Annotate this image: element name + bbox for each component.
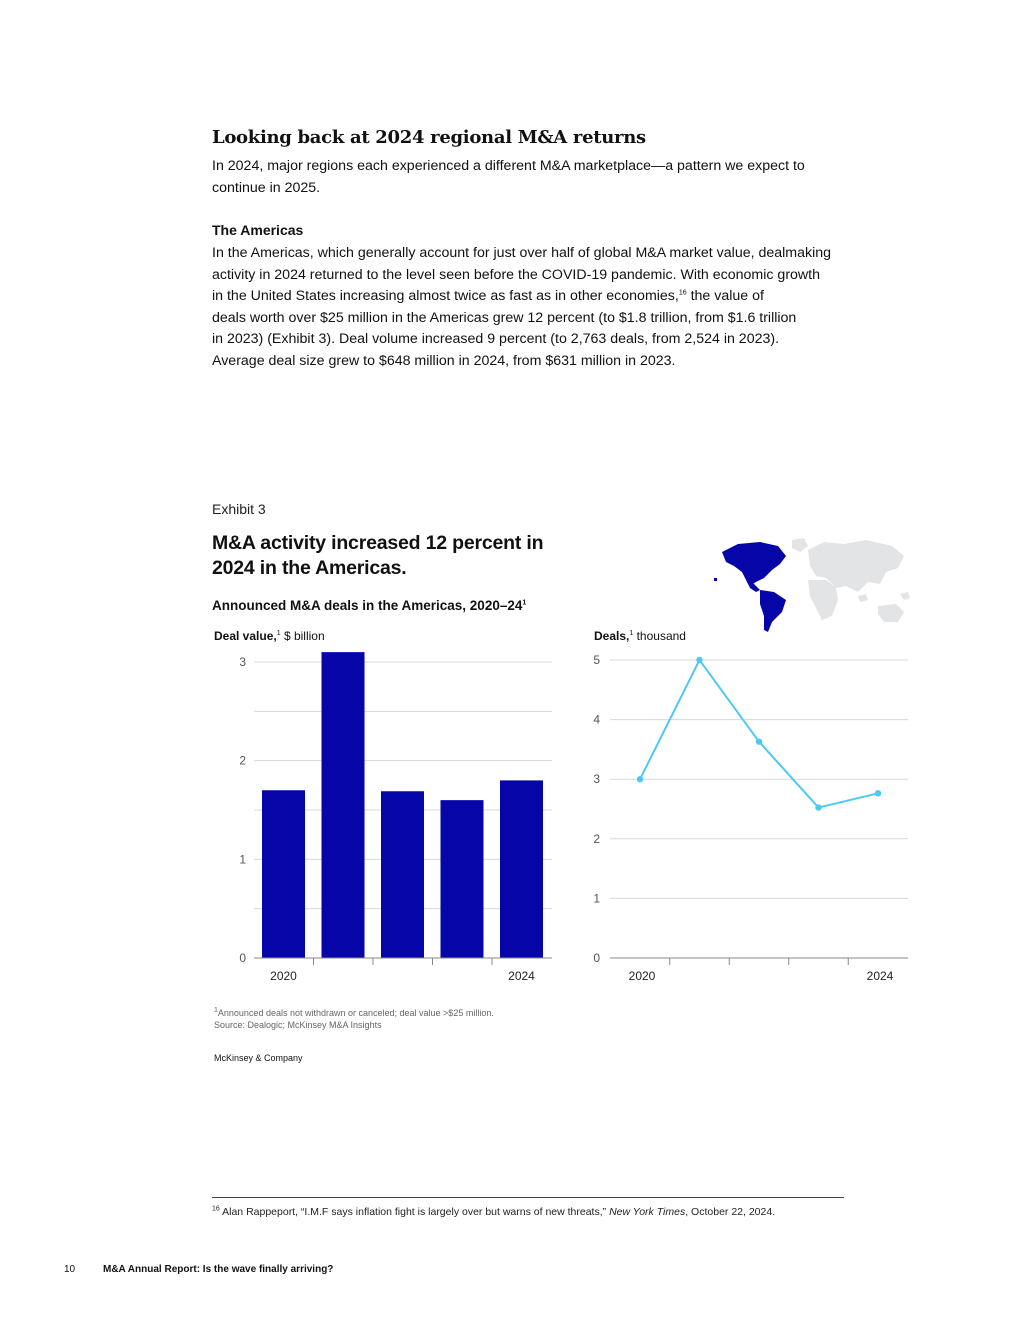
map-australia <box>878 604 904 622</box>
chart-footnote-line <box>214 1008 494 1020</box>
brand-name: McKinsey & Company <box>214 1053 303 1063</box>
data-point <box>875 790 881 796</box>
bar <box>262 790 305 958</box>
map-greenland <box>792 538 808 552</box>
body-line: activity in 2024 returned to the level seen before the COVID-19 pandemic. With economic growth <box>212 266 821 283</box>
chart-source: Source: Dealogic; McKinsey M&A Insights <box>214 1019 382 1030</box>
x-tick-label: 2024 <box>508 969 535 983</box>
x-tick-label: 2020 <box>270 969 297 983</box>
y-tick-label: 3 <box>239 655 246 669</box>
body-line-tail: the value of <box>686 288 764 304</box>
y-tick-label: 3 <box>593 772 600 787</box>
body-line <box>212 286 852 308</box>
left-axis-title-unit: $ billion <box>280 629 325 643</box>
right-axis-title <box>594 629 686 643</box>
page-footnote-publication: New York Times <box>609 1206 686 1218</box>
map-americas <box>714 542 786 632</box>
map-islands <box>858 592 910 602</box>
page-footnote <box>212 1206 775 1218</box>
data-point <box>815 804 821 810</box>
page-number: 10 <box>64 1264 76 1275</box>
exhibit-label: Exhibit 3 <box>212 501 266 517</box>
bar <box>500 780 543 958</box>
chart-subtitle <box>212 598 526 613</box>
left-axis-title <box>214 629 325 643</box>
map-north-america <box>722 542 786 586</box>
map-other-regions <box>792 538 910 622</box>
world-map-icon <box>708 536 913 636</box>
y-tick-label: 2 <box>593 831 600 846</box>
x-tick-label: 2020 <box>628 969 656 983</box>
footnote-divider <box>212 1197 844 1198</box>
left-axis-title-ref: 1 <box>276 630 281 637</box>
subhead-americas: The Americas <box>212 222 304 238</box>
data-point <box>696 657 702 663</box>
deal-value-bar-chart <box>212 648 557 988</box>
right-axis-title-bold: Deals, <box>594 629 630 643</box>
x-tick-label: 2024 <box>866 969 894 983</box>
chart-footnote-ref: 1 <box>214 1007 218 1014</box>
map-south-america <box>760 590 786 632</box>
bar <box>322 652 365 958</box>
y-tick-label: 1 <box>593 891 600 906</box>
chart-subtitle-ref: 1 <box>522 599 527 607</box>
body-paragraph <box>212 243 852 372</box>
map-alaska-dot <box>714 578 717 581</box>
bar <box>441 800 484 958</box>
map-africa <box>808 580 838 620</box>
exhibit-title: M&A activity increased 12 percent in 2024 in the Americas. <box>212 532 544 579</box>
body-line: deals worth over $25 million in the Americas grew 12 percent (to $1.8 trillion, from $1.6 trillion <box>212 309 797 326</box>
y-tick-label: 5 <box>593 653 600 667</box>
y-tick-label: 2 <box>239 753 246 768</box>
footnote-reference[interactable]: 16 <box>678 289 687 297</box>
right-axis-title-unit: thousand <box>633 629 686 643</box>
intro-paragraph: In 2024, major regions each experienced a different M&A marketplace—a pattern we expect to continue in 2025. <box>212 158 805 196</box>
page-footnote-date: , October 22, 2024. <box>685 1206 776 1218</box>
body-line: in 2023) (Exhibit 3). Deal volume increased 9 percent (to 2,763 deals, from 2,524 in 2023). <box>212 331 780 347</box>
page-footnote-ref: 16 <box>212 1205 220 1213</box>
y-tick-label: 0 <box>239 951 246 965</box>
body-line-text: in the United States increasing almost twice as fast as in other economies, <box>212 288 679 304</box>
right-axis-title-ref: 1 <box>629 630 634 637</box>
y-tick-label: 1 <box>239 852 246 867</box>
running-title: M&A Annual Report: Is the wave finally arriving? <box>103 1264 334 1275</box>
series-line <box>640 660 878 808</box>
left-axis-title-bold: Deal value, <box>214 629 277 643</box>
deal-count-line-chart <box>586 648 916 988</box>
chart-footnote-text: Announced deals not withdrawn or canceled; deal value >$25 million. <box>217 1008 494 1018</box>
section-title: Looking back at 2024 regional M&A returns <box>212 127 646 148</box>
page-footnote-text: Alan Rappeport, “I.M.F says inflation fight is largely over but warns of new threats,” <box>219 1206 610 1218</box>
data-point <box>637 776 643 782</box>
data-point <box>756 738 762 744</box>
body-line: In the Americas, which generally account for just over half of global M&A market value, dealmaking <box>212 245 832 261</box>
y-tick-label: 0 <box>593 951 600 965</box>
y-tick-label: 4 <box>593 712 600 727</box>
bar <box>381 791 424 958</box>
body-line: Average deal size grew to $648 million in 2024, from $631 million in 2023. <box>212 352 676 369</box>
chart-footnotes <box>214 1008 494 1031</box>
chart-subtitle-text: Announced M&A deals in the Americas, 2020–24 <box>212 598 523 613</box>
